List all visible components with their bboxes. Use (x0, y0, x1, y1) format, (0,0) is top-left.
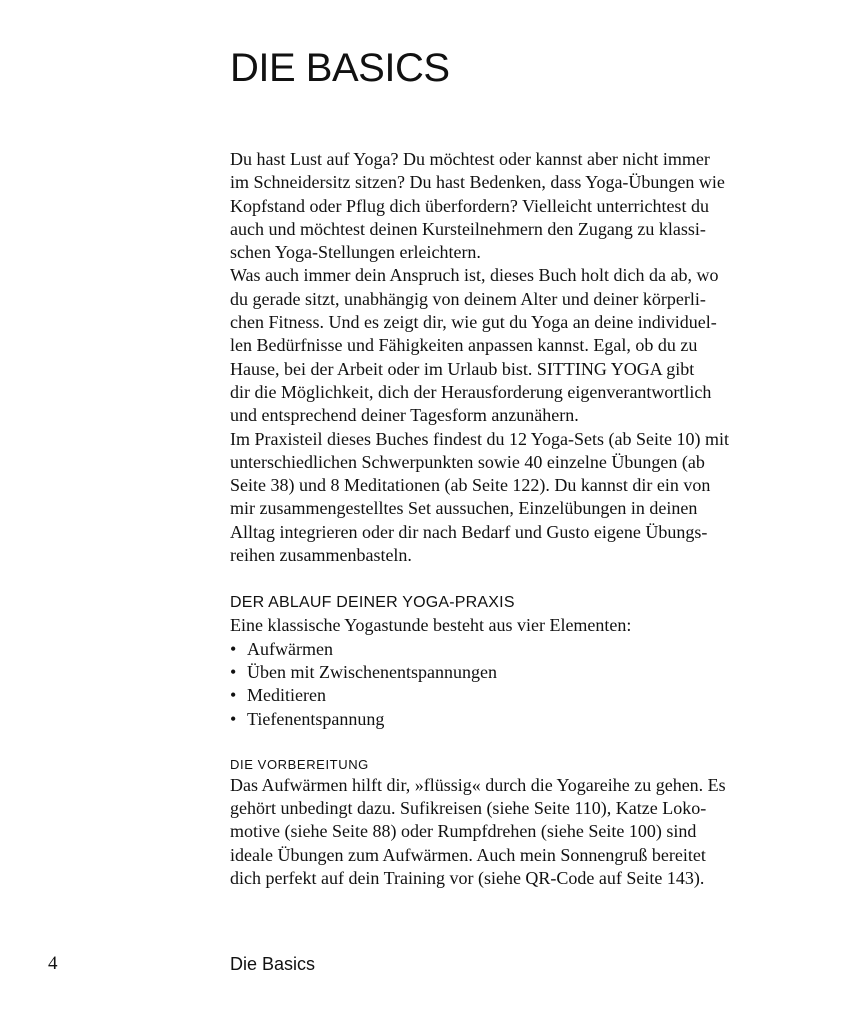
text-line: Kopfstand oder Pflug dich überfordern? Vielleicht unterrichtest du (230, 195, 709, 216)
intro-paragraph (230, 148, 750, 567)
text-line: chen Fitness. Und es zeigt dir, wie gut du Yoga an deine individuel- (230, 312, 717, 333)
text-line: Seite 38) und 8 Meditationen (ab Seite 122). Du kannst dir ein von (230, 475, 711, 496)
text-line: ideale Übungen zum Aufwärmen. Auch mein Sonnengruß bereitet (230, 844, 706, 865)
list-item: • Meditieren (230, 684, 750, 707)
text-line: und entsprechend deiner Tagesform anzunähern. (230, 405, 579, 426)
list-item: • Üben mit Zwischenentspannungen (230, 661, 750, 684)
list-item: • Aufwärmen (230, 638, 750, 661)
text-line: Im Praxisteil dieses Buches findest du 12 Yoga-Sets (ab Seite 10) mit (230, 428, 729, 449)
text-line: unterschiedlichen Schwerpunkten sowie 40 einzelne Übungen (ab (230, 451, 705, 472)
footer-section-title: Die Basics (230, 954, 316, 974)
text-line: du gerade sitzt, unabhängig von deinem Alter und deiner körperli- (230, 288, 706, 309)
text-line: Du hast Lust auf Yoga? Du möchtest oder kannst aber nicht immer (230, 149, 710, 169)
vorbereitung-paragraph (230, 774, 750, 890)
text-line: im Schneidersitz sitzen? Du hast Bedenken, dass Yoga-Übungen wie (230, 172, 725, 193)
text-line: dir die Möglichkeit, dich der Herausforderung eigenverantwortlich (230, 381, 712, 402)
page-number: 4 (48, 953, 58, 974)
section-heading-ablauf: DER ABLAUF DEINER YOGA-PRAXIS (230, 594, 515, 612)
text-line: len Bedürfnisse und Fähigkeiten anpassen kannst. Egal, ob du zu (230, 335, 698, 356)
text-line: Das Aufwärmen hilft dir, »flüssig« durch die Yogareihe zu gehen. Es (230, 774, 726, 795)
text-line: reihen zusammenbasteln. (230, 545, 412, 566)
ablauf-intro: Eine klassische Yogastunde besteht aus vier Elementen: (230, 615, 632, 636)
text-line: motive (siehe Seite 88) oder Rumpfdrehen (siehe Seite 100) sind (230, 821, 697, 842)
text-line: Alltag integrieren oder dir nach Bedarf und Gusto eigene Übungs- (230, 521, 708, 542)
section-heading-vorbereitung: DIE VORBEREITUNG (230, 756, 369, 772)
text-line: schen Yoga-Stellungen erleichtern. (230, 242, 481, 263)
ablauf-list (230, 638, 750, 731)
text-line: Was auch immer dein Anspruch ist, dieses Buch holt dich da ab, wo (230, 265, 719, 286)
page-content (230, 148, 750, 890)
list-item: • Tiefenentspannung (230, 708, 750, 731)
text-line: gehört unbedingt dazu. Sufikreisen (siehe Seite 110), Katze Loko- (230, 798, 707, 819)
text-line: Hause, bei der Arbeit oder im Urlaub bist. SITTING YOGA gibt (230, 358, 695, 379)
text-line: auch und möchtest deinen Kursteilnehmern den Zugang zu klassi- (230, 218, 706, 239)
text-line: dich perfekt auf dein Training vor (siehe QR-Code auf Seite 143). (230, 868, 705, 889)
page-title: DIE BASICS (230, 46, 450, 90)
text-line: mir zusammengestelltes Set aussuchen, Einzelübungen in deinen (230, 498, 698, 519)
